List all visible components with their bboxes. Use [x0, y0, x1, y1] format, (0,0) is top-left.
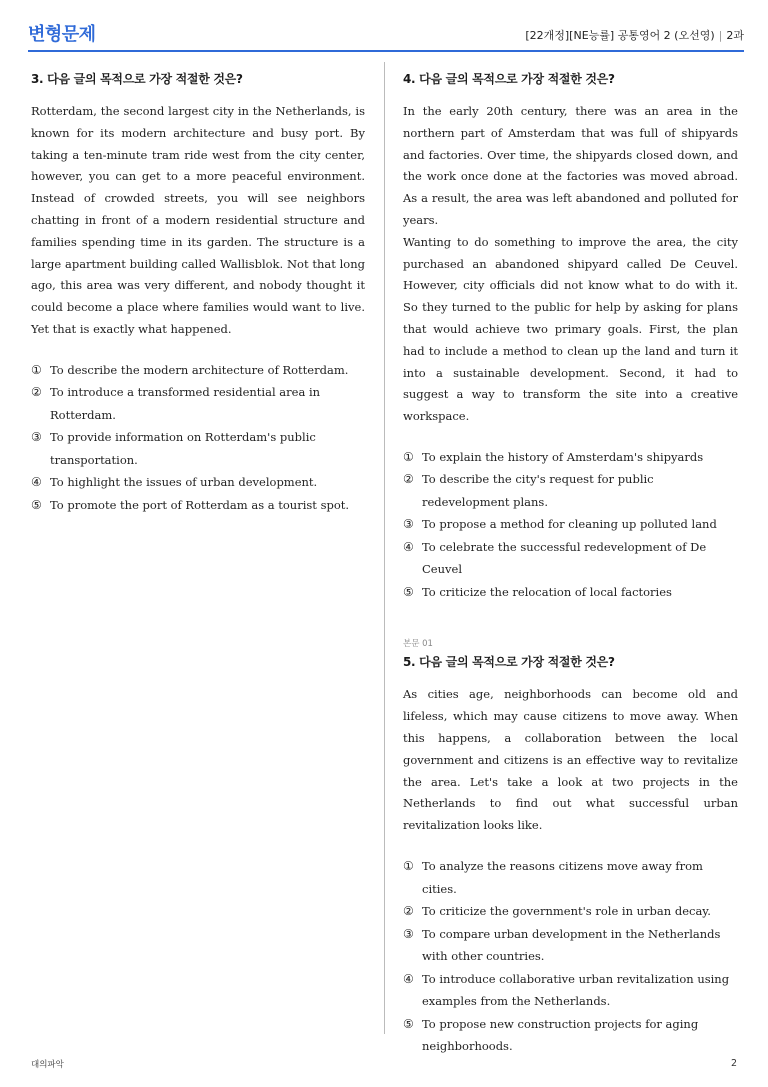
option-number: ⑤ — [403, 584, 414, 599]
column-divider — [384, 62, 385, 1034]
answer-option-3[interactable] — [31, 426, 365, 471]
option-number: ② — [403, 472, 414, 487]
question-4-title: 4. 다음 글의 목적으로 가장 적절한 것은? — [403, 72, 615, 86]
option-number: ① — [403, 449, 414, 464]
option-number: ② — [31, 385, 42, 400]
option-text: To provide information on Rotterdam's public transportation. — [50, 430, 316, 467]
option-number: ④ — [403, 971, 414, 986]
answer-option-3[interactable] — [403, 923, 738, 968]
question-5 — [403, 637, 738, 1057]
question-5-title: 5. 다음 글의 목적으로 가장 적절한 것은? — [403, 655, 615, 670]
page-header — [28, 18, 744, 52]
answer-option-2[interactable] — [31, 381, 365, 426]
option-text: To propose new construction projects for aging neighborhoods. — [422, 1016, 699, 1054]
answer-option-5[interactable] — [403, 581, 738, 604]
passage-paragraph: As cities age, neighborhoods can become old and lifeless, which may cause citizens to move away. When this happens, a collaboration between the local government and citizens is an effective way to revitalize the area. Let's take a look at two projects in the Netherlands to find out what successful urban revitalization looks like. — [403, 687, 738, 833]
option-text: To introduce collaborative urban revitalization using examples from the Netherlands. — [422, 971, 730, 1009]
option-text: To promote the port of Rotterdam as a tourist spot. — [50, 497, 350, 512]
question-4-options — [403, 446, 738, 604]
option-text: To highlight the issues of urban development. — [50, 475, 318, 490]
header-separator: | — [718, 29, 723, 42]
question-4-passage — [403, 101, 738, 428]
answer-option-2[interactable] — [403, 468, 738, 513]
answer-option-4[interactable] — [403, 968, 738, 1013]
question-5-passage — [403, 684, 738, 837]
answer-option-1[interactable] — [403, 446, 738, 469]
answer-option-5[interactable] — [31, 494, 365, 517]
answer-option-3[interactable] — [403, 513, 738, 536]
option-text: To celebrate the successful redevelopment of De Ceuvel — [422, 539, 707, 577]
option-text: To explain the history of Amsterdam's shipyards — [422, 449, 704, 464]
option-text: To describe the modern architecture of Rotterdam. — [50, 362, 349, 377]
question-3-passage — [31, 101, 365, 341]
option-text: To propose a method for cleaning up polluted land — [422, 517, 717, 532]
passage-paragraph-1: In the early 20th century, there was an area in the northern part of Amsterdam that was full of shipyards and factories. Over time, the shipyards closed down, and the work once done at the factories was moved abroad. As a result, the area was left abandoned and polluted for years. — [403, 104, 738, 227]
page-number: 2 — [730, 1058, 737, 1069]
answer-option-1[interactable] — [31, 359, 365, 382]
passage-paragraph: Rotterdam, the second largest city in the Netherlands, is known for its modern architecture and busy port. By taking a ten-minute tram ride west from the city center, however, you can get to a more peaceful environment. Instead of crowded streets, you will see neighbors chatting in front of a modern residential structure and families spending time in its garden. The structure is a large apartment building called Wallisblok. Not that long ago, this area was very different, and nobody thought it could become a place where families would want to live. Yet that is exactly what happened. — [31, 104, 365, 336]
answer-option-5[interactable] — [403, 1013, 738, 1058]
option-number: ① — [31, 362, 42, 377]
brand-title: 변형문제 — [28, 24, 96, 45]
answer-option-4[interactable] — [403, 536, 738, 581]
question-5-options — [403, 855, 738, 1058]
question-3 — [31, 70, 365, 516]
question-3-options — [31, 359, 365, 517]
option-number: ② — [403, 904, 414, 919]
option-number: ⑤ — [31, 497, 42, 512]
lesson-label: 2과 — [726, 29, 744, 42]
option-number: ① — [403, 859, 414, 874]
answer-option-1[interactable] — [403, 855, 738, 900]
answer-option-4[interactable] — [31, 471, 365, 494]
option-text: To describe the city's request for public redevelopment plans. — [422, 472, 654, 509]
question-4 — [403, 70, 738, 603]
option-number: ③ — [403, 926, 414, 941]
source-tag: 본문 01 — [403, 639, 433, 650]
option-text: To analyze the reasons citizens move away from cities. — [422, 859, 703, 896]
option-number: ③ — [31, 430, 42, 445]
question-3-title: 3. 다음 글의 목적으로 가장 적절한 것은? — [31, 72, 243, 86]
right-column — [403, 70, 738, 1058]
option-text: To criticize the relocation of local factories — [422, 584, 672, 599]
option-text: To criticize the government's role in urban decay. — [422, 904, 711, 919]
left-column — [31, 70, 365, 516]
option-number: ④ — [403, 539, 414, 554]
option-number: ⑤ — [403, 1016, 414, 1031]
passage-paragraph-2: Wanting to do something to improve the area, the city purchased an abandoned shipyard called De Ceuvel. However, city officials did not know what to do with it. So they turned to the public for help by asking for plans that would achieve two primary goals. First, the plan had to include a method to clean up the land and turn it into a sustainable development. Second, it had to suggest a way to transform the site into a creative workspace. — [403, 234, 738, 424]
answer-option-2[interactable] — [403, 900, 738, 923]
option-number: ③ — [403, 517, 414, 532]
option-text: To introduce a transformed residential area in Rotterdam. — [50, 385, 321, 422]
option-number: ④ — [31, 475, 42, 490]
course-title: [22개정][NE능률] 공통영어 2 (오선영) — [525, 29, 715, 42]
footer-publisher: 대의파악 — [31, 1060, 64, 1070]
course-info — [525, 27, 744, 43]
option-text: To compare urban development in the Netherlands with other countries. — [422, 926, 721, 964]
